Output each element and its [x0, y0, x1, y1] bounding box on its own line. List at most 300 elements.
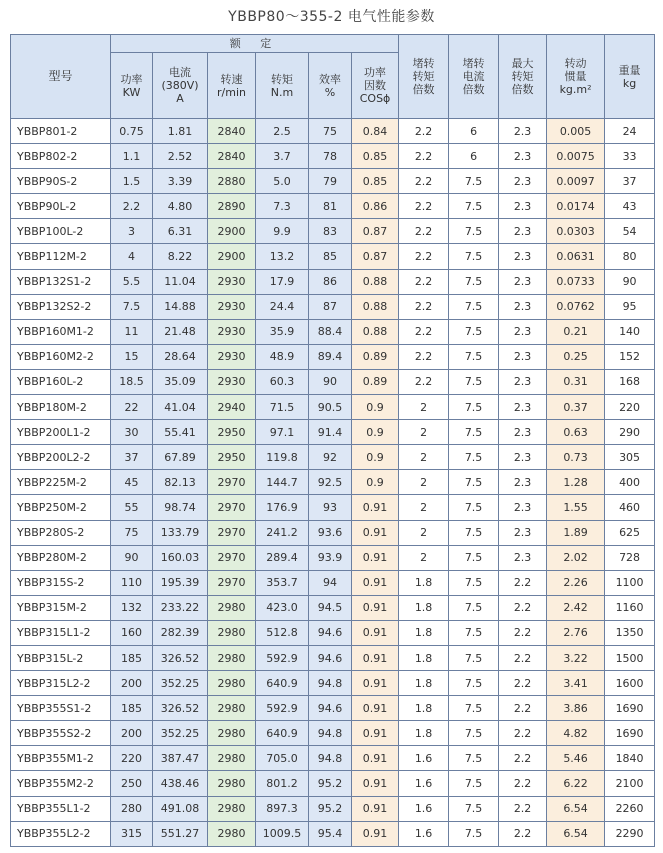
cell-power-factor: 0.9: [352, 420, 399, 445]
cell-torque: 144.7: [256, 470, 309, 495]
cell-power-factor: 0.88: [352, 319, 399, 344]
table-row: [11, 821, 655, 846]
cell-speed: 2950: [208, 420, 256, 445]
cell-model: YBBP280S-2: [11, 520, 111, 545]
cell-speed: 2890: [208, 194, 256, 219]
cell-max-torque: 2.2: [499, 796, 547, 821]
cell-max-torque: 2.2: [499, 570, 547, 595]
cell-speed: 2980: [208, 771, 256, 796]
cell-stall-current: 7.5: [449, 319, 499, 344]
header-line: COSϕ: [359, 92, 391, 105]
cell-efficiency: 94.8: [309, 721, 352, 746]
cell-stall-torque: 2.2: [399, 319, 449, 344]
cell-model: YBBP225M-2: [11, 470, 111, 495]
cell-power-factor: 0.91: [352, 796, 399, 821]
cell-power: 75: [111, 520, 153, 545]
header-stall-torque: [399, 35, 449, 119]
cell-inertia: 1.55: [547, 495, 605, 520]
cell-speed: 2970: [208, 570, 256, 595]
cell-inertia: 0.25: [547, 344, 605, 369]
cell-power: 0.75: [111, 119, 153, 144]
cell-efficiency: 95.4: [309, 821, 352, 846]
cell-max-torque: 2.2: [499, 721, 547, 746]
cell-power: 200: [111, 721, 153, 746]
cell-speed: 2980: [208, 721, 256, 746]
cell-power-factor: 0.91: [352, 671, 399, 696]
cell-current: 3.39: [153, 169, 208, 194]
cell-torque: 801.2: [256, 771, 309, 796]
cell-model: YBBP200L1-2: [11, 420, 111, 445]
cell-power-factor: 0.88: [352, 269, 399, 294]
cell-stall-current: 7.5: [449, 721, 499, 746]
cell-stall-torque: 2.2: [399, 144, 449, 169]
cell-power-factor: 0.85: [352, 144, 399, 169]
cell-efficiency: 92.5: [309, 470, 352, 495]
cell-efficiency: 81: [309, 194, 352, 219]
cell-efficiency: 85: [309, 244, 352, 269]
cell-stall-current: 7.5: [449, 344, 499, 369]
cell-inertia: 2.02: [547, 545, 605, 570]
cell-torque: 705.0: [256, 746, 309, 771]
table-body: [11, 119, 655, 847]
header-efficiency: [309, 53, 352, 119]
cell-stall-torque: 2.2: [399, 219, 449, 244]
header-model: 型号: [11, 35, 111, 119]
cell-inertia: 2.76: [547, 620, 605, 645]
table-row: [11, 344, 655, 369]
cell-model: YBBP315S-2: [11, 570, 111, 595]
cell-stall-torque: 2.2: [399, 369, 449, 394]
table-row: [11, 696, 655, 721]
cell-weight: 54: [605, 219, 655, 244]
cell-model: YBBP355S2-2: [11, 721, 111, 746]
cell-weight: 168: [605, 369, 655, 394]
cell-inertia: 0.0303: [547, 219, 605, 244]
table-row: [11, 470, 655, 495]
cell-power-factor: 0.91: [352, 545, 399, 570]
cell-model: YBBP315L1-2: [11, 620, 111, 645]
cell-power: 4: [111, 244, 153, 269]
cell-current: 491.08: [153, 796, 208, 821]
table-row: [11, 796, 655, 821]
cell-torque: 35.9: [256, 319, 309, 344]
cell-inertia: 0.37: [547, 395, 605, 420]
cell-power-factor: 0.89: [352, 369, 399, 394]
cell-max-torque: 2.3: [499, 495, 547, 520]
cell-torque: 13.2: [256, 244, 309, 269]
header-speed: [208, 53, 256, 119]
header-line: 功率: [120, 72, 143, 86]
cell-torque: 640.9: [256, 671, 309, 696]
cell-inertia: 0.0733: [547, 269, 605, 294]
cell-power: 90: [111, 545, 153, 570]
cell-power: 37: [111, 445, 153, 470]
cell-stall-current: 7.5: [449, 445, 499, 470]
cell-torque: 17.9: [256, 269, 309, 294]
cell-model: YBBP160M2-2: [11, 344, 111, 369]
cell-stall-current: 7.5: [449, 369, 499, 394]
cell-power-factor: 0.85: [352, 169, 399, 194]
performance-table: [10, 34, 655, 847]
cell-speed: 2840: [208, 144, 256, 169]
cell-max-torque: 2.3: [499, 445, 547, 470]
cell-efficiency: 75: [309, 119, 352, 144]
cell-stall-current: 6: [449, 144, 499, 169]
cell-inertia: 2.26: [547, 570, 605, 595]
cell-max-torque: 2.2: [499, 821, 547, 846]
cell-max-torque: 2.3: [499, 319, 547, 344]
cell-efficiency: 91.4: [309, 420, 352, 445]
cell-power: 1.1: [111, 144, 153, 169]
cell-torque: 592.9: [256, 696, 309, 721]
cell-current: 233.22: [153, 595, 208, 620]
table-row: [11, 194, 655, 219]
cell-model: YBBP160L-2: [11, 369, 111, 394]
cell-model: YBBP90L-2: [11, 194, 111, 219]
cell-power: 55: [111, 495, 153, 520]
cell-power-factor: 0.91: [352, 746, 399, 771]
cell-stall-torque: 1.6: [399, 771, 449, 796]
table-row: [11, 369, 655, 394]
cell-efficiency: 88.4: [309, 319, 352, 344]
cell-model: YBBP315L-2: [11, 645, 111, 670]
table-row: [11, 570, 655, 595]
cell-stall-torque: 2: [399, 420, 449, 445]
table-row: [11, 520, 655, 545]
cell-stall-torque: 1.8: [399, 620, 449, 645]
cell-current: 160.03: [153, 545, 208, 570]
cell-torque: 119.8: [256, 445, 309, 470]
cell-model: YBBP200L2-2: [11, 445, 111, 470]
cell-torque: 24.4: [256, 294, 309, 319]
header-line: 电流: [169, 66, 191, 79]
cell-speed: 2900: [208, 219, 256, 244]
cell-stall-torque: 1.8: [399, 696, 449, 721]
cell-weight: 400: [605, 470, 655, 495]
cell-weight: 1100: [605, 570, 655, 595]
cell-current: 21.48: [153, 319, 208, 344]
cell-speed: 2980: [208, 796, 256, 821]
cell-speed: 2980: [208, 696, 256, 721]
cell-efficiency: 90.5: [309, 395, 352, 420]
table-row: [11, 269, 655, 294]
cell-current: 8.22: [153, 244, 208, 269]
cell-weight: 305: [605, 445, 655, 470]
header-line: 转动: [564, 57, 587, 70]
cell-max-torque: 2.3: [499, 119, 547, 144]
cell-stall-current: 7.5: [449, 771, 499, 796]
cell-model: YBBP802-2: [11, 144, 111, 169]
cell-weight: 1690: [605, 721, 655, 746]
cell-efficiency: 94.8: [309, 671, 352, 696]
cell-torque: 3.7: [256, 144, 309, 169]
cell-max-torque: 2.3: [499, 395, 547, 420]
header-line: 倍数: [511, 83, 534, 96]
cell-max-torque: 2.3: [499, 344, 547, 369]
cell-speed: 2930: [208, 294, 256, 319]
cell-power: 185: [111, 645, 153, 670]
header-line: %: [324, 85, 336, 99]
cell-torque: 289.4: [256, 545, 309, 570]
header-torque: [256, 53, 309, 119]
cell-max-torque: 2.3: [499, 194, 547, 219]
cell-stall-torque: 1.6: [399, 796, 449, 821]
cell-weight: 728: [605, 545, 655, 570]
table-row: [11, 495, 655, 520]
cell-speed: 2980: [208, 821, 256, 846]
cell-model: YBBP132S2-2: [11, 294, 111, 319]
header-line: 效率: [319, 72, 341, 86]
cell-power-factor: 0.87: [352, 244, 399, 269]
cell-model: YBBP280M-2: [11, 545, 111, 570]
cell-power-factor: 0.91: [352, 721, 399, 746]
header-inertia: [547, 35, 605, 119]
header-line: kg.m²: [559, 83, 592, 96]
cell-stall-current: 7.5: [449, 746, 499, 771]
cell-efficiency: 95.2: [309, 796, 352, 821]
cell-torque: 592.9: [256, 645, 309, 670]
cell-weight: 460: [605, 495, 655, 520]
cell-speed: 2970: [208, 470, 256, 495]
cell-stall-current: 7.5: [449, 244, 499, 269]
cell-power: 7.5: [111, 294, 153, 319]
header-line: 因数: [364, 79, 387, 92]
cell-weight: 1600: [605, 671, 655, 696]
cell-inertia: 2.42: [547, 595, 605, 620]
cell-max-torque: 2.2: [499, 645, 547, 670]
cell-torque: 9.9: [256, 219, 309, 244]
cell-speed: 2980: [208, 746, 256, 771]
cell-power-factor: 0.91: [352, 495, 399, 520]
cell-stall-current: 7.5: [449, 545, 499, 570]
cell-speed: 2980: [208, 645, 256, 670]
cell-stall-current: 7.5: [449, 219, 499, 244]
header-power: [111, 53, 153, 119]
header-line: 重量: [618, 63, 641, 77]
cell-current: 438.46: [153, 771, 208, 796]
header-line: kg: [622, 76, 637, 90]
cell-stall-torque: 2: [399, 470, 449, 495]
cell-current: 67.89: [153, 445, 208, 470]
cell-power-factor: 0.91: [352, 570, 399, 595]
cell-max-torque: 2.3: [499, 244, 547, 269]
cell-model: YBBP355S1-2: [11, 696, 111, 721]
cell-power-factor: 0.9: [352, 445, 399, 470]
cell-weight: 90: [605, 269, 655, 294]
table-row: [11, 395, 655, 420]
cell-stall-current: 7.5: [449, 821, 499, 846]
cell-stall-current: 7.5: [449, 796, 499, 821]
cell-power: 11: [111, 319, 153, 344]
cell-weight: 220: [605, 395, 655, 420]
cell-stall-current: 7.5: [449, 294, 499, 319]
cell-efficiency: 94.5: [309, 595, 352, 620]
cell-model: YBBP90S-2: [11, 169, 111, 194]
cell-efficiency: 89.4: [309, 344, 352, 369]
cell-inertia: 3.22: [547, 645, 605, 670]
cell-torque: 897.3: [256, 796, 309, 821]
cell-inertia: 1.89: [547, 520, 605, 545]
cell-stall-torque: 2: [399, 545, 449, 570]
cell-power-factor: 0.84: [352, 119, 399, 144]
cell-power: 185: [111, 696, 153, 721]
cell-max-torque: 2.3: [499, 470, 547, 495]
cell-inertia: 0.005: [547, 119, 605, 144]
header-stall-current: [449, 35, 499, 119]
cell-efficiency: 79: [309, 169, 352, 194]
cell-stall-torque: 2.2: [399, 269, 449, 294]
cell-inertia: 5.46: [547, 746, 605, 771]
table-row: [11, 746, 655, 771]
cell-efficiency: 94: [309, 570, 352, 595]
cell-inertia: 3.41: [547, 671, 605, 696]
cell-efficiency: 83: [309, 219, 352, 244]
cell-stall-torque: 2.2: [399, 119, 449, 144]
cell-torque: 7.3: [256, 194, 309, 219]
table-row: [11, 645, 655, 670]
header-line: 转矩: [271, 72, 293, 86]
cell-stall-current: 6: [449, 119, 499, 144]
cell-stall-current: 7.5: [449, 194, 499, 219]
cell-inertia: 3.86: [547, 696, 605, 721]
cell-weight: 2260: [605, 796, 655, 821]
cell-efficiency: 90: [309, 369, 352, 394]
table-row: [11, 445, 655, 470]
cell-current: 387.47: [153, 746, 208, 771]
cell-stall-current: 7.5: [449, 671, 499, 696]
cell-inertia: 4.82: [547, 721, 605, 746]
table-row: [11, 545, 655, 570]
cell-current: 326.52: [153, 696, 208, 721]
cell-power: 280: [111, 796, 153, 821]
table-row: [11, 294, 655, 319]
cell-efficiency: 87: [309, 294, 352, 319]
cell-power-factor: 0.88: [352, 294, 399, 319]
cell-current: 98.74: [153, 495, 208, 520]
cell-speed: 2980: [208, 671, 256, 696]
cell-torque: 176.9: [256, 495, 309, 520]
header-line: 功率: [364, 66, 387, 79]
cell-max-torque: 2.2: [499, 671, 547, 696]
table-row: [11, 721, 655, 746]
cell-stall-torque: 1.8: [399, 671, 449, 696]
cell-speed: 2950: [208, 445, 256, 470]
cell-speed: 2930: [208, 319, 256, 344]
cell-inertia: 0.0631: [547, 244, 605, 269]
page-title: YBBP80～355-2 电气性能参数: [228, 9, 435, 25]
cell-stall-torque: 2: [399, 445, 449, 470]
cell-stall-torque: 2: [399, 520, 449, 545]
cell-stall-torque: 2: [399, 495, 449, 520]
cell-speed: 2970: [208, 545, 256, 570]
cell-efficiency: 93: [309, 495, 352, 520]
cell-current: 41.04: [153, 395, 208, 420]
cell-power: 45: [111, 470, 153, 495]
cell-stall-current: 7.5: [449, 269, 499, 294]
cell-torque: 48.9: [256, 344, 309, 369]
cell-power: 1.5: [111, 169, 153, 194]
cell-current: 326.52: [153, 645, 208, 670]
cell-stall-torque: 1.6: [399, 821, 449, 846]
header-line: r/min: [217, 85, 246, 99]
table-row: [11, 144, 655, 169]
cell-power: 160: [111, 620, 153, 645]
cell-model: YBBP112M-2: [11, 244, 111, 269]
cell-stall-torque: 2.2: [399, 294, 449, 319]
cell-stall-current: 7.5: [449, 696, 499, 721]
cell-current: 14.88: [153, 294, 208, 319]
cell-efficiency: 94.6: [309, 620, 352, 645]
cell-current: 551.27: [153, 821, 208, 846]
cell-model: YBBP180M-2: [11, 395, 111, 420]
table-row: [11, 319, 655, 344]
cell-stall-torque: 1.8: [399, 645, 449, 670]
cell-max-torque: 2.3: [499, 420, 547, 445]
cell-torque: 512.8: [256, 620, 309, 645]
cell-torque: 640.9: [256, 721, 309, 746]
header-line: N.m: [270, 85, 294, 99]
cell-weight: 152: [605, 344, 655, 369]
cell-max-torque: 2.2: [499, 620, 547, 645]
cell-model: YBBP355L1-2: [11, 796, 111, 821]
cell-weight: 290: [605, 420, 655, 445]
cell-power: 3: [111, 219, 153, 244]
cell-max-torque: 2.3: [499, 219, 547, 244]
cell-weight: 2290: [605, 821, 655, 846]
cell-inertia: 6.22: [547, 771, 605, 796]
cell-weight: 1690: [605, 696, 655, 721]
cell-torque: 71.5: [256, 395, 309, 420]
cell-speed: 2840: [208, 119, 256, 144]
cell-model: YBBP315L2-2: [11, 671, 111, 696]
cell-inertia: 1.28: [547, 470, 605, 495]
table-header: [11, 35, 655, 119]
cell-weight: 1500: [605, 645, 655, 670]
cell-power: 220: [111, 746, 153, 771]
cell-model: YBBP100L-2: [11, 219, 111, 244]
cell-max-torque: 2.3: [499, 520, 547, 545]
cell-weight: 95: [605, 294, 655, 319]
cell-max-torque: 2.3: [499, 369, 547, 394]
cell-max-torque: 2.3: [499, 294, 547, 319]
cell-power-factor: 0.87: [352, 219, 399, 244]
cell-power-factor: 0.89: [352, 344, 399, 369]
table-row: [11, 671, 655, 696]
cell-efficiency: 94.6: [309, 645, 352, 670]
cell-torque: 97.1: [256, 420, 309, 445]
cell-torque: 2.5: [256, 119, 309, 144]
cell-efficiency: 93.9: [309, 545, 352, 570]
header-power-factor: [352, 53, 399, 119]
header-line: (380V): [161, 79, 199, 92]
cell-speed: 2980: [208, 620, 256, 645]
cell-power: 22: [111, 395, 153, 420]
cell-current: 133.79: [153, 520, 208, 545]
cell-efficiency: 92: [309, 445, 352, 470]
cell-speed: 2970: [208, 520, 256, 545]
cell-current: 6.31: [153, 219, 208, 244]
table-row: [11, 169, 655, 194]
cell-speed: 2980: [208, 595, 256, 620]
cell-stall-current: 7.5: [449, 470, 499, 495]
header-line: 最大: [511, 57, 534, 70]
cell-inertia: 0.0097: [547, 169, 605, 194]
header-line: 转矩: [511, 70, 534, 83]
table-row: [11, 119, 655, 144]
cell-model: YBBP160M1-2: [11, 319, 111, 344]
cell-model: YBBP355M2-2: [11, 771, 111, 796]
cell-current: 1.81: [153, 119, 208, 144]
